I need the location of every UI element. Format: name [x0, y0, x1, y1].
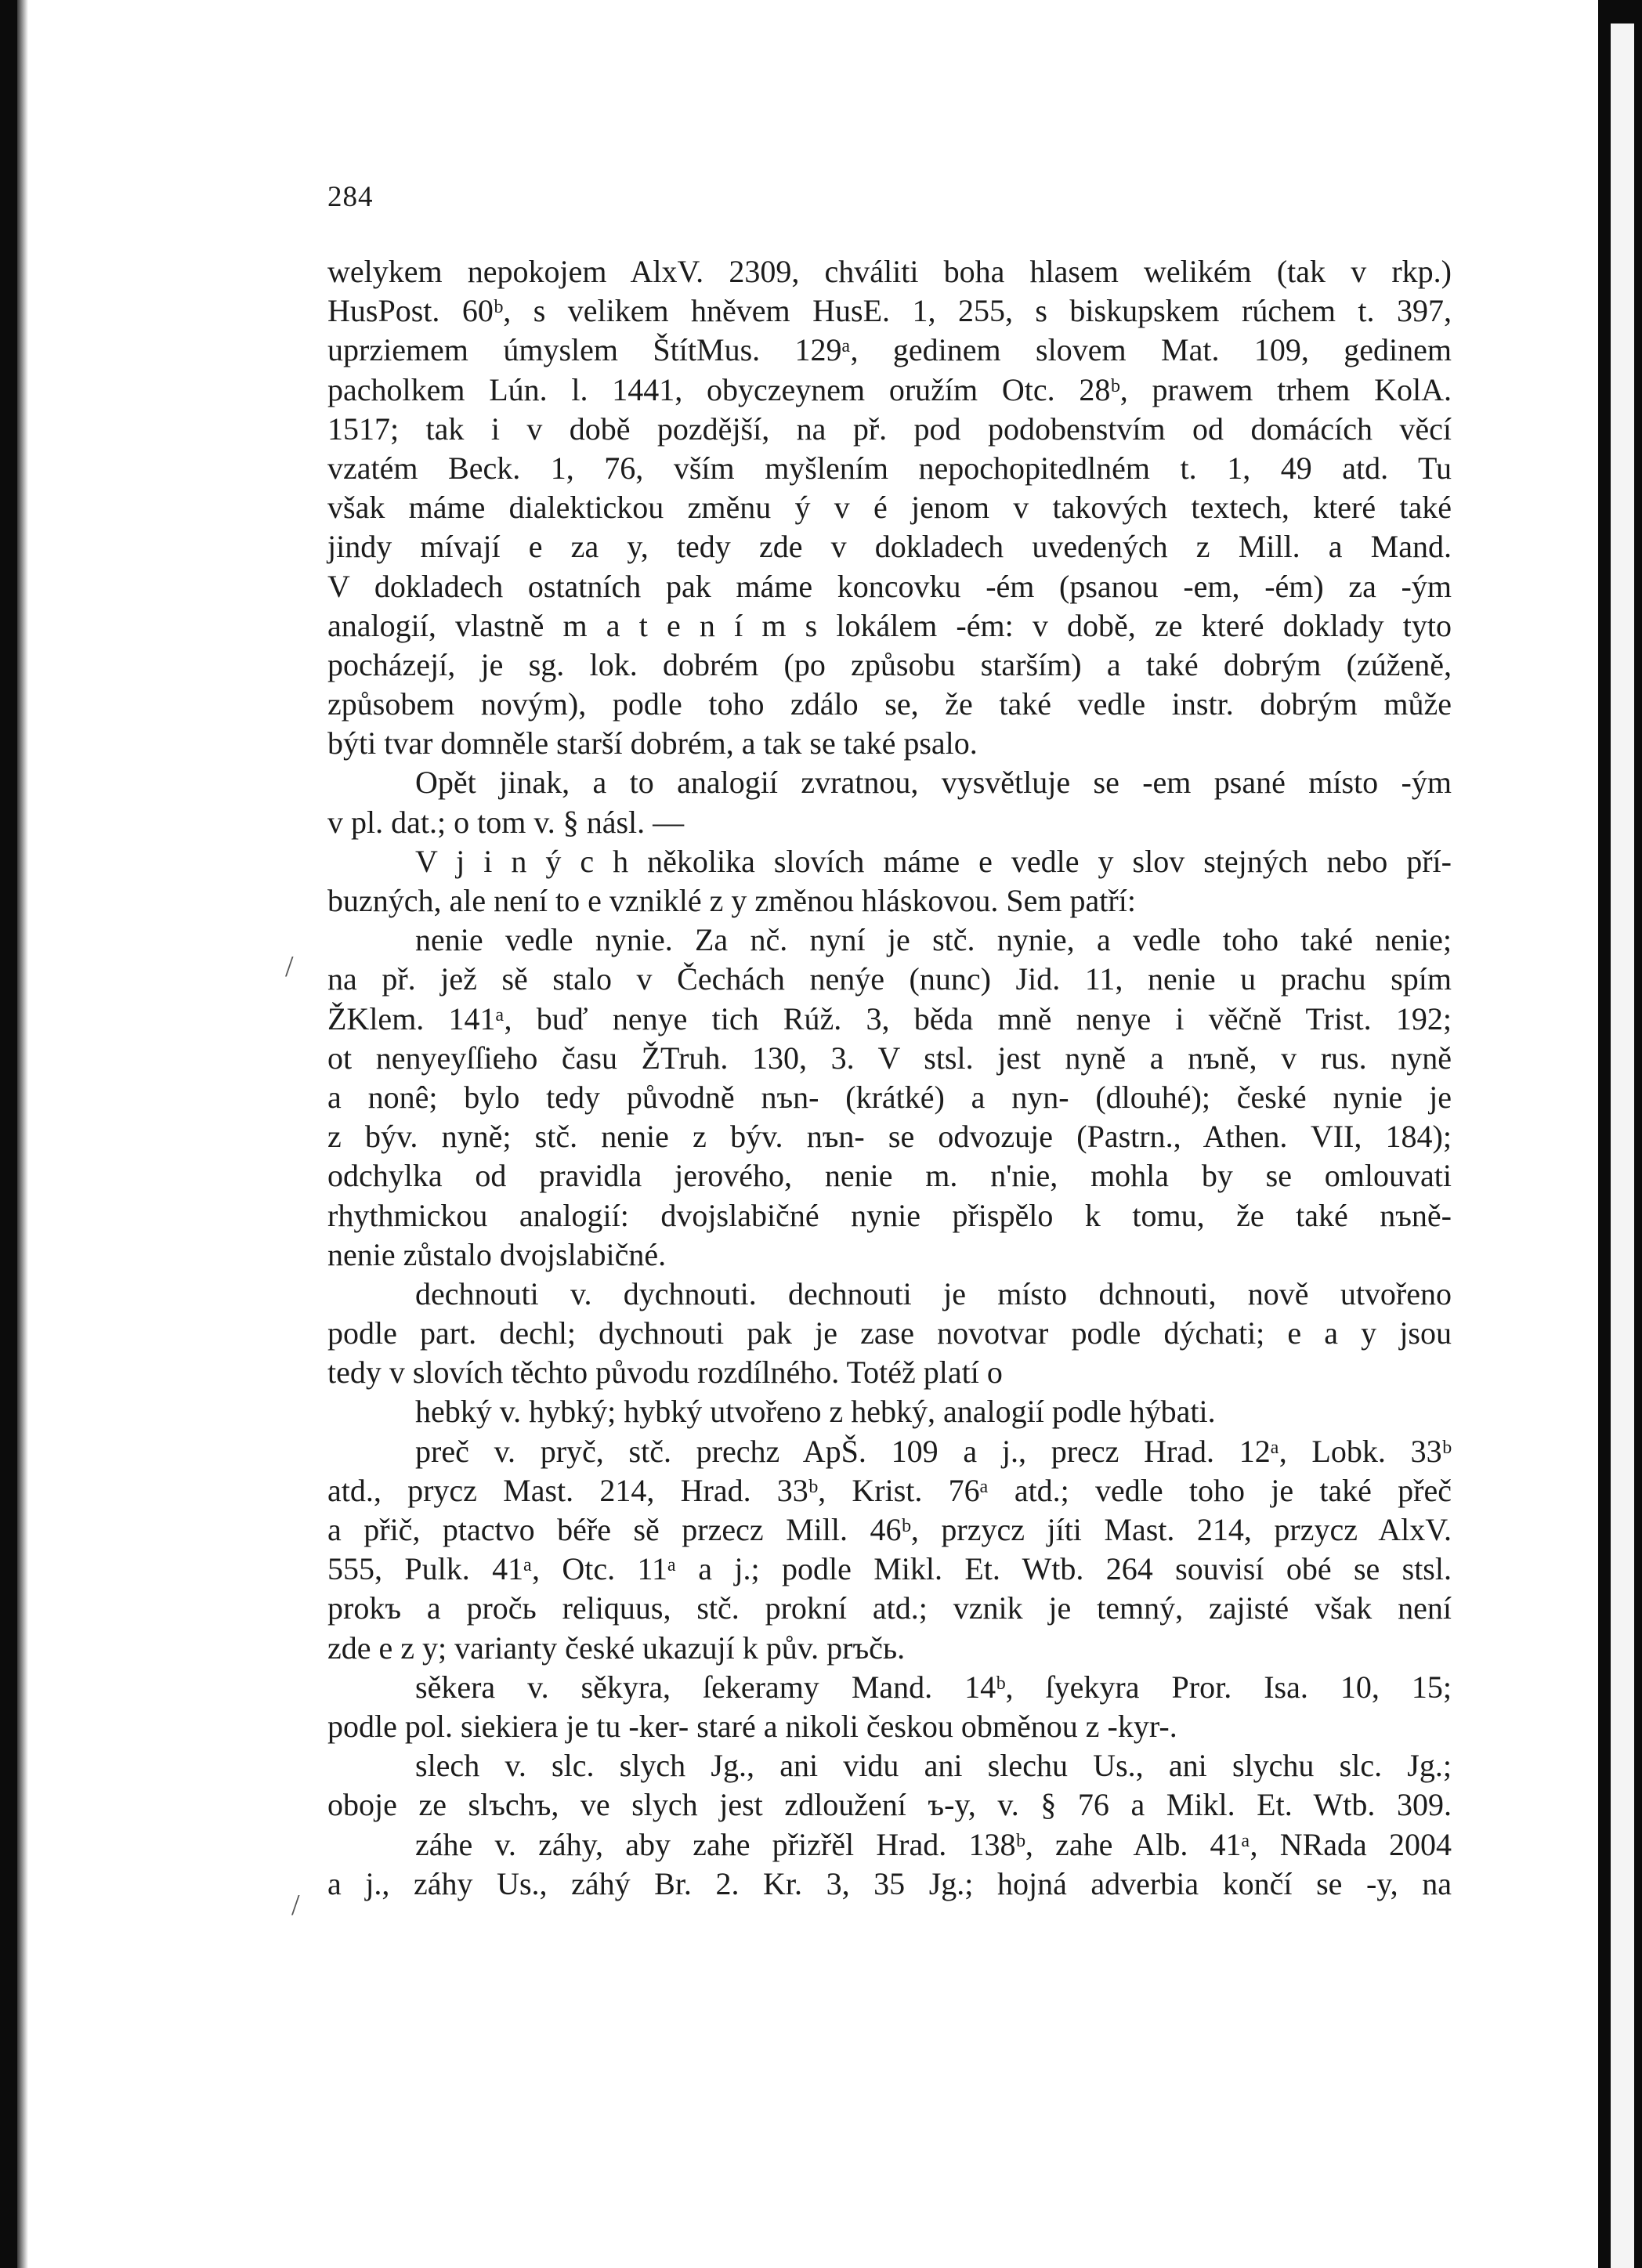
page-number: 284	[327, 181, 374, 213]
text-line: V j i n ý c h několika slovích máme e vedle y slov stejných nebo pří-	[415, 843, 1452, 879]
text-line: ŽKlem. 141ᵃ, buď nenye tich Rúž. 3, běda mně nenye i věčně Trist. 192;	[327, 1000, 1452, 1036]
text-line: slech v. slc. slych Jg., ani vidu ani slechu Us., ani slychu slc. Jg.;	[415, 1748, 1452, 1784]
text-line: způsobem novým), podle toho zdálo se, že také vedle instr. dobrým může	[327, 686, 1452, 722]
scan-border	[1598, 0, 1611, 2268]
text-line: nenie vedle nynie. Za nč. nyní je stč. nynie, a vedle toho také nenie;	[415, 922, 1452, 958]
text-line: býti tvar domněle starší dobrém, a tak se také psalo.	[327, 725, 978, 761]
text-line: 1517; tak i v době pozdější, na př. pod podobenstvím od domácích věcí	[327, 411, 1452, 447]
page-edge-shadow	[17, 0, 28, 2268]
text-line: buzných, ale není to e vzniklé z y změnou hláskovou. Sem patří:	[327, 883, 1136, 918]
text-line: sěkera v. sěkyra, ſekeramy Mand. 14ᵇ, ſyekyra Pror. Isa. 10, 15;	[415, 1669, 1452, 1705]
text-line: prokъ a pročь reliquus, stč. prokní atd.; vznik je temný, zajisté však není	[327, 1590, 1452, 1626]
text-line: hebký v. hybký; hybký utvořeno z hebký, analogií podle hýbati.	[415, 1394, 1216, 1430]
text-line: podle part. dechl; dychnouti pak je zase novotvar podle dýchati; e a y jsou	[327, 1315, 1452, 1351]
text-line: vzatém Beck. 1, 76, vším myšlením nepochopitedlném t. 1, 49 atd. Tu	[327, 450, 1452, 486]
text-line: podle pol. siekiera je tu -ker- staré a nikoli českou obměnou z -kyr-.	[327, 1708, 1177, 1744]
margin-annotation-mark: /	[291, 1889, 300, 1922]
body-text	[327, 252, 1452, 1904]
text-line: však máme dialektickou změnu ý v é jenom v takových textech, které také	[327, 490, 1452, 526]
text-line: 555, Pulk. 41ᵃ, Otc. 11ᵃ a j.; podle Mikl. Et. Wtb. 264 souvisí obé se stsl.	[327, 1551, 1452, 1587]
text-line: analogií, vlastně m a t e n í m s lokálem -ém: v době, ze které doklady tyto	[327, 607, 1452, 643]
text-line: dechnouti v. dychnouti. dechnouti je místo dchnouti, nově utvořeno	[415, 1275, 1452, 1311]
text-line: tedy v slovích těchto původu rozdílného. Totéž platí o	[327, 1355, 1003, 1391]
text-line: záhe v. záhy, aby zahe přizřěl Hrad. 138ᵇ, zahe Alb. 41ᵃ, NRada 2004	[415, 1826, 1452, 1862]
text-line: zde e z y; varianty české ukazují k pův. prъčь.	[327, 1630, 906, 1666]
text-line: a přič, ptactvo béře sě przecz Mill. 46ᵇ, przycz jíti Mast. 214, przycz AlxV.	[327, 1512, 1452, 1547]
text-line: odchylka od pravidla jerového, nenie m. n'nie, mohla by se omlouvati	[327, 1158, 1452, 1194]
text-line: uprziemem úmyslem ŠtítMus. 129ᵃ, gedinem slovem Mat. 109, gedinem	[327, 332, 1452, 368]
text-line: pocházejí, je sg. lok. dobrém (po způsobu starším) a také dobrým (zúženě,	[327, 646, 1452, 682]
text-line: v pl. dat.; o tom v. § násl. —	[327, 804, 685, 840]
text-line: Opět jinak, a to analogií zvratnou, vysvětluje se -em psané místo -ým	[415, 765, 1452, 801]
text-line: na př. jež sě stalo v Čechách nenýe (nunc) Jid. 11, nenie u prachu spím	[327, 961, 1452, 997]
text-line: jindy mívají e za y, tedy zde v dokladech uvedených z Mill. a Mand.	[327, 529, 1452, 565]
text-line: ot nenyeyſſieho času ŽTruh. 130, 3. V stsl. jest nyně a nъně, v rus. nyně	[327, 1040, 1452, 1076]
margin-annotation-mark: /	[285, 950, 294, 983]
text-line: HusPost. 60ᵇ, s velikem hněvem HusE. 1, 255, s biskupskem rúchem t. 397,	[327, 293, 1452, 329]
text-line: atd., prycz Mast. 214, Hrad. 33ᵇ, Krist. 76ᵃ atd.; vedle toho je také přeč	[327, 1472, 1452, 1508]
text-line: a j., záhy Us., záhý Br. 2. Kr. 3, 35 Jg.; hojná adverbia končí se -y, na	[327, 1865, 1452, 1901]
adjacent-page-edge	[1611, 24, 1634, 2268]
text-line: preč v. pryč, stč. prechz ApŠ. 109 a j., precz Hrad. 12ᵃ, Lobk. 33ᵇ	[415, 1433, 1452, 1469]
text-line: pacholkem Lún. l. 1441, obyczeynem oružím Otc. 28ᵇ, prawem trhem KolA.	[327, 371, 1452, 407]
text-line: nenie zůstalo dvojslabičné.	[327, 1236, 667, 1272]
text-line: oboje ze slъchъ, ve slych jest zdloužení ъ-y, v. § 76 a Mikl. Et. Wtb. 309.	[327, 1787, 1452, 1823]
text-line: welykem nepokojem AlxV. 2309, chváliti boha hlasem welikém (tak v rkp.)	[327, 254, 1452, 289]
text-line: a nonê; bylo tedy původně nъn- (krátké) a nyn- (dlouhé); české nynie je	[327, 1079, 1452, 1115]
text-line: rhythmickou analogií: dvojslabičné nynie přispělo k tomu, že také nъně-	[327, 1197, 1452, 1233]
text-line: V dokladech ostatních pak máme koncovku -ém (psanou -em, -ém) za -ým	[327, 568, 1452, 604]
text-line: z býv. nyně; stč. nenie z býv. nъn- se odvozuje (Pastrn., Athen. VII, 184);	[327, 1119, 1452, 1155]
